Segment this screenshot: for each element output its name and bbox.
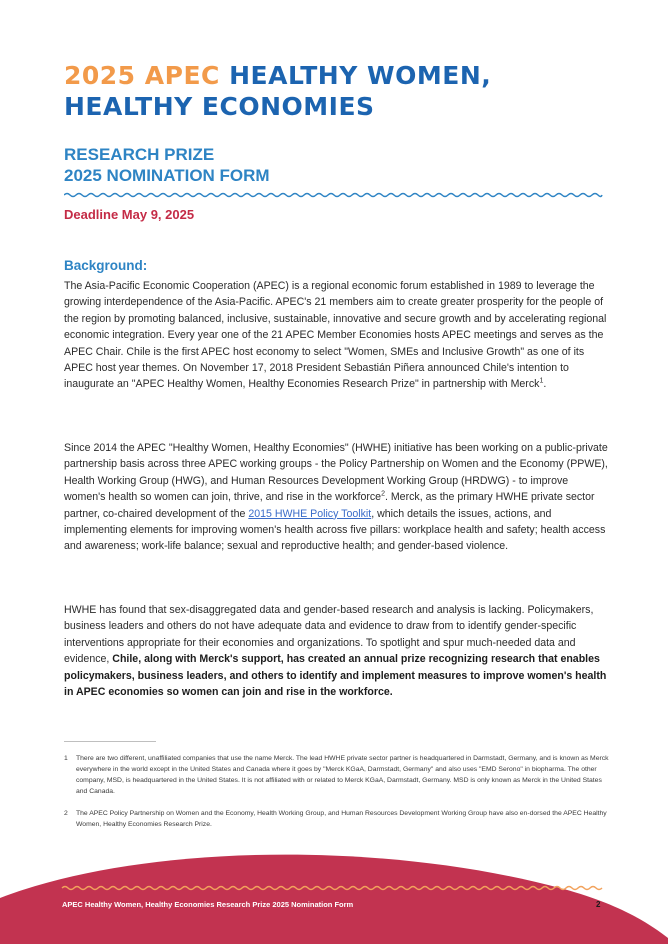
title-line-2: HEALTHY ECONOMIES (64, 92, 375, 121)
footnote-1-text: There are two different, unaffiliated companies that use the name Merck. The lead HWHE private sector partner is headquartered in Darmstadt, Germany, and is known as Merck everywhere in the world except in the United States and Canada where it goes by "Merck KGaA, Darmstadt, Germany" and also uses "EMD Serono" in biopharma. The other company, MSD, is headquartered in the United States. It is not affiliated with or related to Merck KGaA, Darmstadt, Germany. MSD is only known as Merck in the United States and Canada. (76, 755, 609, 795)
title-healthy-women: HEALTHY WOMEN, (229, 61, 492, 90)
footnote-divider (64, 741, 156, 742)
document-title (64, 60, 624, 122)
footer-decoration (0, 840, 668, 944)
footer-document-title: APEC Healthy Women, Healthy Economies Research Prize 2025 Nomination Form (62, 900, 354, 909)
footnote-2-text: The APEC Policy Partnership on Women and the Economy, Health Working Group, and Human Resources Development Working Group have also en-dorsed the APEC Healthy Women, Healthy Economies Research Prize. (76, 810, 607, 828)
page-number: 2 (596, 900, 601, 909)
paragraph-1-end: . (543, 378, 547, 391)
background-heading: Background: (64, 258, 148, 273)
footnote-2-number: 2 (64, 810, 68, 817)
paragraph-3-text: HWHE has found that sex-disaggregated data and gender-based research and analysis is lacking. Policymakers, business leaders and others do not have adequate data and evidence to draw from to identify gender-specific interventions appropriate for their economies and organizations. To spotlight and spur much-needed data and evidence, (64, 604, 594, 666)
form-subtitle (64, 144, 270, 186)
paragraph-2-text-c: , which details the issues, actions, and implementing elements for improving women's health across five pillars: workplace health and safety; health access and awareness; work-life balance; sexual and reproductive health; and gender-based violence. (64, 507, 606, 553)
paragraph-2-text-b: . Merck, as the primary HWHE private sector partner, co-chaired development of the (64, 491, 595, 520)
footnote-1 (64, 753, 612, 797)
paragraph-1-text: The Asia-Pacific Economic Cooperation (APEC) is a regional economic forum established in 1989 to leverage the growing interdependence of the Asia-Pacific. APEC's 21 members aim to create greater prosperity for the people of the region by promoting balanced, inclusive, sustainable, innovative and secure growth and by accelerating regional economic integration. Every year one of the 21 APEC Member Economies hosts APEC meetings and serves as the APEC Chair. Chile is the first APEC host economy to select "Women, SMEs and Inclusive Growth" as one of its APEC host year themes. On November 17, 2018 President Sebastián Piñera announced Chile's intention to inaugurate an "APEC Healthy Women, Healthy Economies Research Prize" in partnership with Merck (64, 280, 607, 391)
title-year-apec: 2025 APEC (64, 61, 220, 90)
deadline-text: Deadline May 9, 2025 (64, 207, 195, 222)
background-paragraph-1 (64, 278, 609, 393)
paragraph-2-text-a: Since 2014 the APEC "Healthy Women, Healthy Economies" (HWHE) initiative has been working on a public-private partnership basis across three APEC working groups - the Policy Partnership on Women and the Economy (PPWE), Health Working Group (HWG), and Human Resources Development Working Group (HRDWG) - to improve women's health so women can join, thrive, and rise in the workforce (64, 442, 608, 504)
footnote-1-number: 1 (64, 755, 68, 762)
subtitle-line-2: 2025 NOMINATION FORM (64, 166, 270, 185)
footnote-2 (64, 808, 612, 830)
footnote-ref-2[interactable]: 2 (381, 490, 385, 498)
paragraph-3-bold-text: Chile, along with Merck's support, has created an annual prize recognizing research that enables policymakers, business leaders, and others to identify and implement measures to improve women's health in APEC economies so women can join and rise in the workforce. (64, 653, 607, 699)
policy-toolkit-link[interactable]: 2015 HWHE Policy Toolkit (248, 507, 372, 520)
decorative-wave-divider (64, 190, 604, 200)
footnote-ref-1[interactable]: 1 (539, 377, 544, 385)
background-paragraph-2 (64, 440, 609, 555)
background-paragraph-3 (64, 602, 609, 700)
subtitle-line-1: RESEARCH PRIZE (64, 145, 215, 164)
title-line-1 (64, 60, 624, 91)
